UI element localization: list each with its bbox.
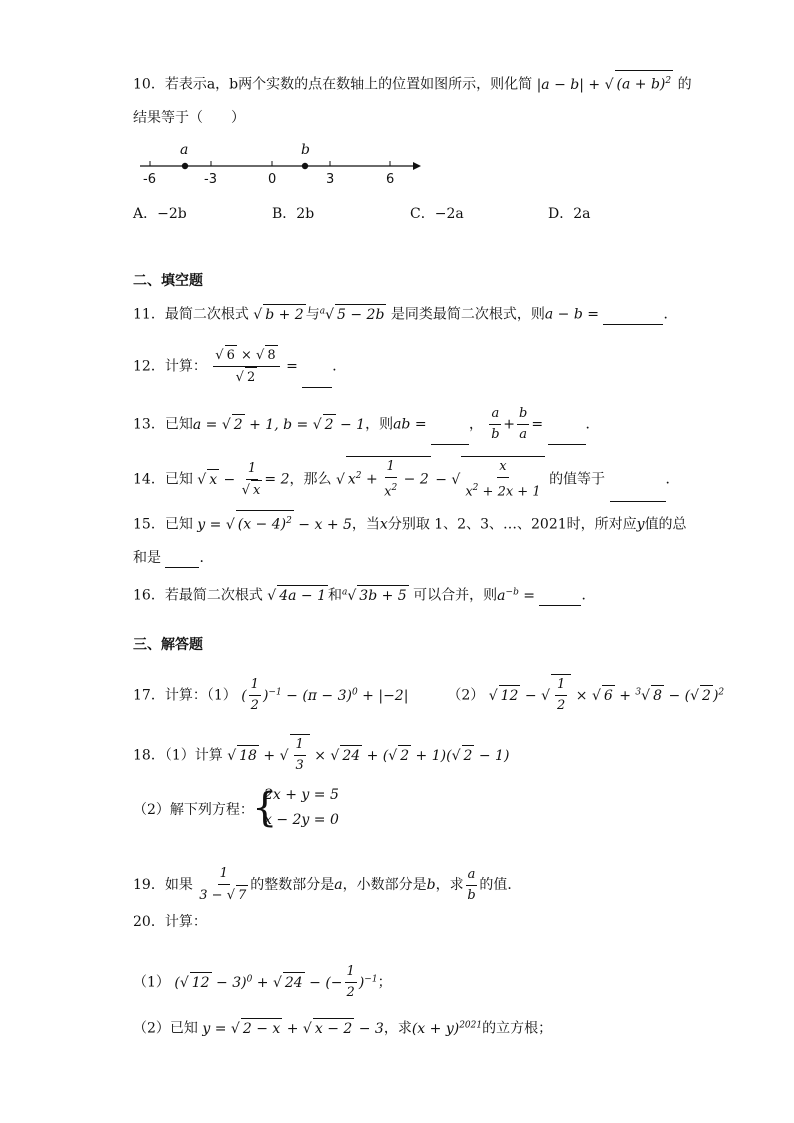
q13: 13．已知a = √ 2 + 1, b = √ 2 − 1，则ab = ， $\frac{a}{b}$ + $\frac{b}{a}$ = ． (133, 404, 600, 445)
option-c: C．−2a (410, 206, 464, 222)
tick-label-m6: -6 (143, 172, 156, 187)
option-d: D．2a (548, 206, 591, 222)
q20-title: 20．计算： (133, 914, 207, 930)
tick-label-0: 0 (268, 172, 277, 187)
q15-line1: 15．已知 y = √ $(x - 4)^2 - x + 5$，当x分别取 1、2、3、…、2021时，所对应y值的总 (133, 510, 687, 535)
q19: 19．如果 $\frac{1}{3 - √ 7}$ 的整数部分是a，小数部分是b，求 $\frac{a}{b}$ 的值． (133, 864, 521, 906)
q16: 16．若最简二次根式 √ 4a − 1 和$^a$√ 3b + 5 可以合并，则$a^{-b}$ = ． (133, 582, 595, 606)
q11-blank[interactable] (603, 310, 663, 325)
tick-label-6: 6 (386, 172, 395, 187)
tick-label-m3: -3 (204, 172, 217, 187)
q15-line2: 和是 ． (133, 550, 214, 566)
q20-part1: （1） (√ 12 − 3)$^0$ + √ 24 − (− $\frac{1}{2}$ )$^{-1}$； (133, 962, 392, 1003)
tick-label-3: 3 (326, 172, 335, 187)
q14-blank[interactable] (610, 487, 666, 502)
q12-blank[interactable] (302, 373, 332, 388)
label-a: a (180, 142, 189, 158)
q17: 17．计算：（1） ( $\frac{1}{2}$ )$^{-1} - (\pi - 3)^0 + |-2|$ （2） √ 12 − √ $\frac{1}{2}$ × √ 6 + $^3$√ 8 − (√ 2 )$^2$ (133, 674, 724, 716)
q10-expression: |a − b| + √ $(a + b)^2$ (537, 77, 674, 93)
q11: 11．最简二次根式 √ b + 2 与$^a$√ 5 − 2b 是同类最简二次根式，则a − b = ． (133, 301, 677, 325)
q15-blank[interactable] (165, 553, 199, 568)
system-brace: { (252, 785, 278, 831)
q20-part2: （2）已知 y = √ 2 − x + √ x − 2 − 3，求$(x + y)^{2021}$的立方根； (133, 1015, 552, 1039)
q18-part2: （2）解下列方程： (133, 802, 254, 818)
equation-1: 2x + y = 5 (264, 787, 339, 803)
point-b (302, 163, 308, 169)
section-fill-in: 二、填空题 (133, 273, 203, 289)
number-line-arrow (413, 162, 421, 170)
q10-line1: 10．若表示a，b两个实数的点在数轴上的位置如图所示，则化简 |a − b| + √ $(a + b)^2$ 的 (133, 70, 692, 95)
q16-blank[interactable] (539, 591, 581, 606)
equation-2: x − 2y = 0 (264, 812, 339, 828)
q18-part1: 18．（1）计算 √ 18 + √ $\frac{1}{3}$ × √ 24 + (√ 2 + 1)(√ 2 − 1) (133, 734, 509, 776)
label-b: b (301, 142, 310, 158)
q10-line2: 结果等于（ ） (133, 110, 245, 126)
q14: 14．已知 √ x − 1 √ x = 2，那么 √ $x^2$ + $\frac{1}{x^2}$ − 2 − √ $\frac{x}{x^2 + 2x + 1}$ 的值等于 ． (133, 456, 680, 502)
q13-blank-1[interactable] (431, 430, 469, 445)
number-line (135, 150, 425, 180)
q13-blank-2[interactable] (548, 430, 586, 445)
point-a (182, 163, 188, 169)
option-a: A．−2b (133, 206, 187, 222)
section-solve: 三、解答题 (133, 637, 203, 653)
option-b: B．2b (272, 206, 315, 222)
q12: 12．计算： √ 6 × √ 8 √ 2 = ． (133, 345, 346, 388)
